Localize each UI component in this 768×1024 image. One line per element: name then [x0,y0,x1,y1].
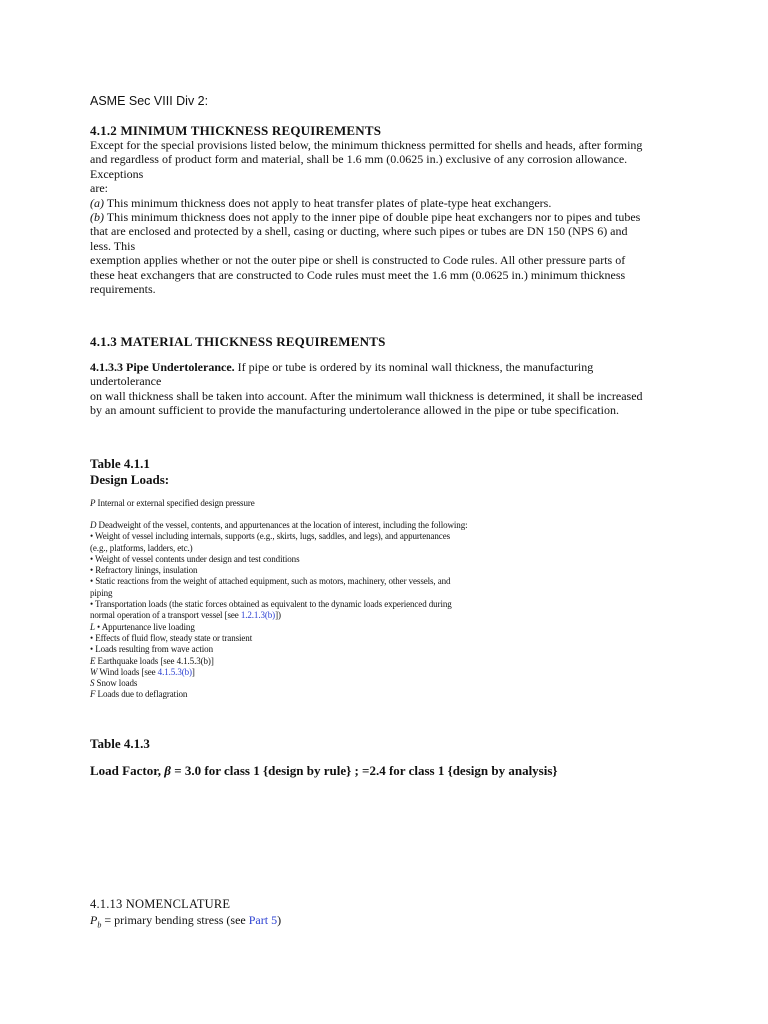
load-factor-values: = 3.0 for class 1 {design by rule} ; =2.4 for class 1 {design by analysis} [170,763,558,778]
paragraph-line: that are enclosed and protected by a shell, casing or ducting, where such pipes or tubes are DN 150 (NPS 6) and [90,224,628,239]
load-description: Loads due to deflagration [95,689,188,700]
exception-b [90,210,690,224]
exception-a [90,196,690,210]
load-factor-line [90,763,558,779]
paragraph-line: Except for the special provisions listed below, the minimum thickness permitted for shells and heads, after forming [90,138,643,152]
table-4-1-1-title: Table 4.1.1 [90,456,150,471]
load-description: ] [191,666,195,677]
list-item: • Weight of vessel contents under design and test conditions [90,553,300,564]
load-description: • Appurtenance live loading [94,621,195,632]
paragraph-line: by an amount sufficient to provide the manufacturing undertolerance allowed in the pipe or tube specification. [90,403,619,418]
pb-symbol: P [90,913,98,927]
load-w [90,667,690,678]
load-symbol: W [90,666,98,677]
load-symbol: S [90,678,95,689]
reference-link[interactable]: 4.1.5.3(b) [157,666,192,677]
part5-link[interactable]: Part 5 [248,913,278,927]
beta-symbol: β [164,763,171,778]
list-item: • Transportation loads (the static forces obtained as equivalent to the dynamic loads experienced during [90,599,452,610]
section-4-1-3-body [90,360,690,418]
list-item-text: ]) [275,610,281,621]
nomenclature-entry [90,913,690,933]
load-e [90,656,690,667]
table-4-1-3-title: Table 4.1.3 [90,736,150,751]
section-4-1-3-heading: 4.1.3 MATERIAL THICKNESS REQUIREMENTS [90,334,386,349]
load-symbol: P [90,498,96,508]
load-factor-label: Load Factor, [90,763,165,778]
load-description: Snow loads [94,678,138,689]
exception-a-text: This minimum thickness does not apply to heat transfer plates of plate-type heat exchangers. [104,195,552,210]
reference-link[interactable]: 1.2.1.3(b) [240,610,276,621]
load-description: Wind loads [see [97,666,158,677]
section-4-1-2-heading: 4.1.2 MINIMUM THICKNESS REQUIREMENTS [90,123,382,138]
table-4-1-1-subtitle: Design Loads: [90,472,170,487]
load-symbol: F [90,689,96,700]
paragraph-line: and regardless of product form and material, shall be 1.6 mm (0.0625 in.) exclusive of any corrosion allowance. [90,152,628,167]
paragraph-text: If pipe or tube is ordered by its nominal wall thickness, the manufacturing [234,360,594,374]
paragraph-line: on wall thickness shall be taken into account. After the minimum wall thickness is determined, it shall be increased [90,388,643,403]
load-list [90,520,690,701]
paragraph-line: less. This [90,238,136,253]
paragraph-line: are: [90,181,108,196]
subsection-heading: 4.1.3.3 Pipe Undertolerance. [90,360,235,374]
list-item-text: normal operation of a transport vessel [see [90,610,241,621]
exception-a-label: (a) [90,195,104,210]
nomenclature-text: ) [277,913,282,927]
paragraph-line: Exceptions [90,166,144,181]
list-item: • Refractory linings, insulation [90,565,198,576]
load-d [90,520,690,531]
list-item: • Static reactions from the weight of attached equipment, such as motors, machinery, other vessels, and [90,576,451,587]
exception-b-label: (b) [90,210,104,225]
load-symbol: L [90,621,95,632]
document-header: ASME Sec VIII Div 2: [90,94,209,108]
load-s [90,678,690,689]
paragraph-line [90,360,690,374]
section-4-1-2-body [90,138,690,296]
exception-b-text: This minimum thickness does not apply to the inner pipe of double pipe heat exchangers nor to pipes and tubes [104,210,641,225]
list-item: piping [90,587,113,598]
list-item: • Loads resulting from wave action [90,644,213,655]
nomenclature-text: = primary bending stress (see [101,913,249,927]
load-p [90,498,690,509]
list-item: • Effects of fluid flow, steady state or transient [90,632,253,643]
load-symbol: E [90,655,96,666]
paragraph-line: requirements. [90,282,156,297]
paragraph-line: undertolerance [90,374,162,389]
load-description: Internal or external specified design pressure [95,498,255,508]
load-l [90,622,690,633]
list-item: • Weight of vessel including internals, supports (e.g., skirts, lugs, saddles, and legs), and appurtenances [90,531,450,542]
paragraph-line: these heat exchangers that are constructed to Code rules must meet the 1.6 mm (0.0625 in.) minimum thickness [90,267,626,282]
list-item: (e.g., platforms, ladders, etc.) [90,542,193,553]
paragraph-line: exemption applies whether or not the outer pipe or shell is constructed to Code rules. All other pressure parts of [90,253,626,268]
load-description: Earthquake loads [see 4.1.5.3(b)] [95,655,214,666]
list-item [90,610,690,621]
load-symbol: D [90,520,97,530]
load-f [90,689,690,700]
load-description: Deadweight of the vessel, contents, and appurtenances at the location of interest, including the following: [96,520,468,530]
nomenclature-heading: 4.1.13 NOMENCLATURE [90,897,231,911]
pb-subscript: b [97,920,102,930]
